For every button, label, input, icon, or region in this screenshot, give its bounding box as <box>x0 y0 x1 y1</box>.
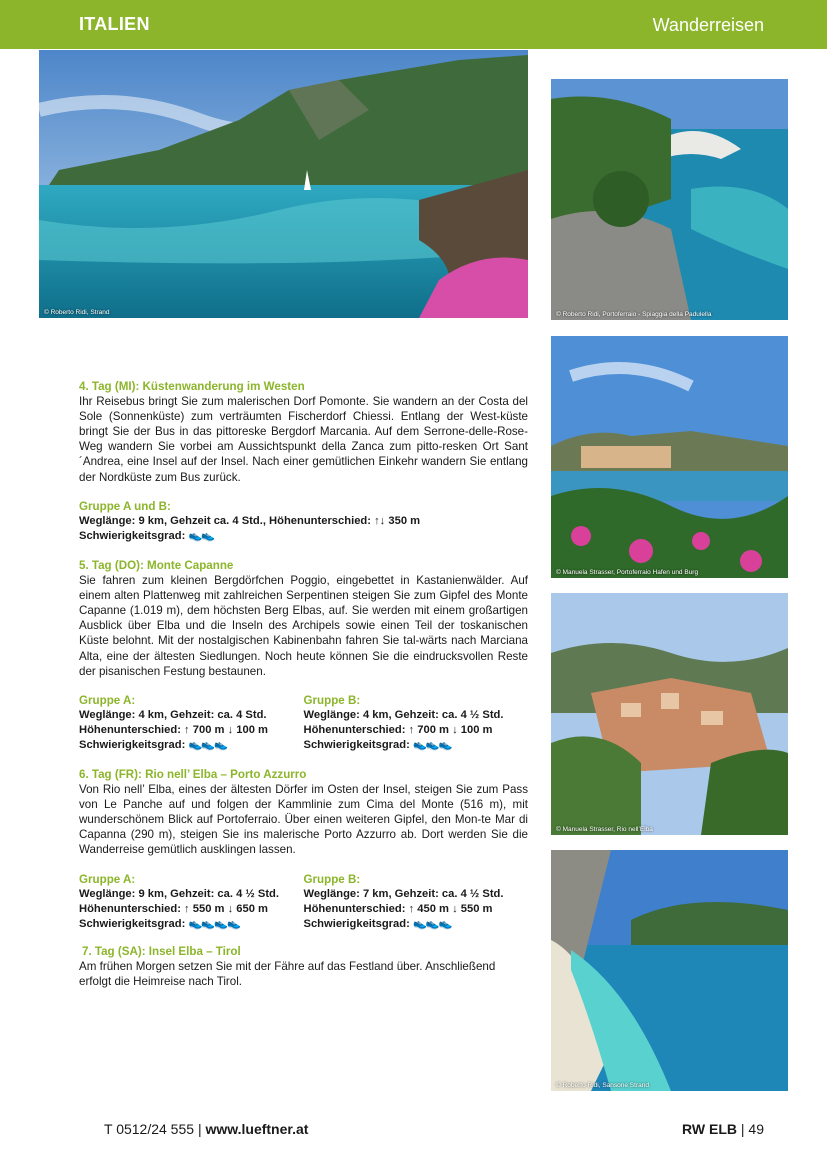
footer-separator: | <box>197 1121 202 1137</box>
photo-sansone <box>551 850 788 1091</box>
footer-page-info <box>682 1121 764 1137</box>
photo-strand-image <box>39 50 528 318</box>
group-route: Weglänge: 7 km, Gehzeit: ca. 4 ½ Std. <box>303 887 504 900</box>
category-label: Wanderreisen <box>652 15 764 35</box>
photo-rio-nell-elba-image <box>551 593 788 835</box>
hiking-shoe-icon: 👟👟👟 <box>412 917 452 930</box>
hiking-shoe-icon: 👟👟👟 <box>188 739 228 752</box>
difficulty-label: Schwierigkeitsgrad: <box>79 917 186 930</box>
day4-heading: 4. Tag (MI): Küstenwanderung im Westen <box>79 380 305 393</box>
group-route: Weglänge: 4 km, Gehzeit: ca. 4 ½ Std. <box>303 708 504 721</box>
day5-group-b <box>304 693 529 753</box>
group-title: Gruppe B: <box>303 872 361 886</box>
group-elevation: Höhenunterschied: ↑ 550 m ↓ 650 m <box>79 902 269 915</box>
header-bar <box>0 0 827 49</box>
day6-group-a <box>79 872 304 932</box>
page-number: 49 <box>748 1121 764 1137</box>
photo-portoferraio-image <box>551 336 788 578</box>
group-difficulty <box>79 917 304 932</box>
photo-sansone-image <box>551 850 788 1091</box>
country-label: ITALIEN <box>79 14 150 34</box>
group-elevation: Höhenunterschied: ↑ 450 m ↓ 550 m <box>303 902 493 915</box>
day5-section <box>79 558 528 753</box>
hiking-shoe-icon: 👟👟👟👟 <box>188 917 241 930</box>
hiking-shoe-icon: 👟👟 <box>188 529 215 542</box>
photo-padulella <box>551 79 788 320</box>
day6-heading: 6. Tag (FR): Rio nell’ Elba – Porto Azzurro <box>79 768 307 781</box>
footer-phone: T 0512/24 555 <box>104 1121 195 1137</box>
group-title: Gruppe B: <box>303 693 361 707</box>
day4-group-difficulty <box>79 529 528 544</box>
day7-description: Am frühen Morgen setzen Sie mit der Fähre auf das Festland über. Anschließend erfolgt die Heimreise nach Tirol. <box>79 960 496 989</box>
day4-group-title: Gruppe A und B: <box>79 499 171 513</box>
day5-description: Sie fahren zum kleinen Bergdörfchen Poggio, eingebettet in Kastanienwälder. Auf einem alten Plattenweg mit zahlreichen Serpentinen steigen Sie zum Gipfel des Monte Capanne (1.019 m), dem höchsten Berg Elbas, auf. Sie werden mit einem großartigen Ausblick über Elba und die Inseln des Archipels sowie einen Teil der toskanischen Küste belohnt. Mit der nostalgischen Kabinenbahn fahren Sie tal-wärts nach Marciana Alta, eine der ältesten Siedlungen. Noch heute können Sie die eindrucksvollen Reste der pisanischen Festung bestaunen. <box>79 574 528 678</box>
photo-rio-nell-elba <box>551 593 788 835</box>
day5-heading: 5. Tag (DO): Monte Capanne <box>79 559 234 572</box>
day7-heading: 7. Tag (SA): Insel Elba – Tirol <box>82 945 241 958</box>
photo-strand <box>39 50 528 318</box>
group-elevation: Höhenunterschied: ↑ 700 m ↓ 100 m <box>79 723 269 736</box>
photo-credit: © Roberto Ridi, Strand <box>44 309 110 316</box>
group-difficulty <box>79 738 304 753</box>
day4-section <box>79 379 528 544</box>
difficulty-label: Schwierigkeitsgrad: <box>79 529 186 542</box>
photo-credit: © Manuela Strasser, Portoferraio Hafen und Burg <box>556 569 699 576</box>
day5-groups <box>79 693 528 753</box>
photo-credit: © Roberto Ridi, Portoferraio - Spiaggia della Padulella <box>556 311 712 318</box>
group-difficulty <box>304 917 529 932</box>
day6-description: Von Rio nell’ Elba, eines der ältesten Dörfer im Osten der Insel, steigen Sie zum Pass von Le Panche auf und folgen der Kammlinie zum Cima del Monte (516 m), mit wunderschönem Blick auf Portoferraio. Über einen weiteren Gipfel, den Mon-te Mar di Capanna (290 m), steigen Sie ins malerische Porto Azzurro ab. Dort werden Sie die Wanderreise gemütlich ausklingen lassen. <box>79 783 528 857</box>
day5-group-a <box>79 693 304 753</box>
footer-contact <box>104 1121 308 1137</box>
day7-section <box>79 944 528 989</box>
group-difficulty <box>304 738 529 753</box>
footer-website-link[interactable]: www.lueftner.at <box>205 1121 309 1137</box>
day4-description: Ihr Reisebus bringt Sie zum malerischen Dorf Pomonte. Sie wandern an der Costa del Sole (Sonnenküste) zum verträumten Fischerdorf Chiessi. Entlang der West-küste bringt Sie der Bus in das pittoreske Bergdorf Marcania. Auf dem Serrone-delle-Rose-Weg wandern Sie vorbei am Aussichtspunkt della Zanca zum pitto-resken Ort Sant´Andrea, eine Insel auf der Insel. Nach einer gemütlichen Einkehr wandern Sie entlang der Nordküste zum Bus zurück. <box>79 395 528 484</box>
day6-section <box>79 767 528 932</box>
group-title: Gruppe A: <box>79 872 136 886</box>
photo-credit: © Manuela Strasser, Rio nell’Elba <box>556 826 653 833</box>
group-route: Weglänge: 9 km, Gehzeit: ca. 4 ½ Std. <box>79 887 279 900</box>
group-elevation: Höhenunterschied: ↑ 700 m ↓ 100 m <box>303 723 493 736</box>
day6-group-b <box>304 872 529 932</box>
difficulty-label: Schwierigkeitsgrad: <box>79 739 186 752</box>
photo-portoferraio <box>551 336 788 578</box>
day6-groups <box>79 872 528 932</box>
footer-separator: | <box>740 1121 745 1137</box>
photo-padulella-image <box>551 79 788 320</box>
footer-trip-code: RW ELB <box>682 1121 737 1137</box>
day4-group-route: Weglänge: 9 km, Gehzeit ca. 4 Std., Höhenunterschied: ↑↓ 350 m <box>79 514 421 527</box>
hiking-shoe-icon: 👟👟👟 <box>412 739 452 752</box>
photo-credit: © Roberto Ridi, Sansone Strand <box>556 1082 649 1089</box>
group-title: Gruppe A: <box>79 693 136 707</box>
difficulty-label: Schwierigkeitsgrad: <box>303 739 410 752</box>
difficulty-label: Schwierigkeitsgrad: <box>303 917 410 930</box>
group-route: Weglänge: 4 km, Gehzeit: ca. 4 Std. <box>79 708 267 721</box>
